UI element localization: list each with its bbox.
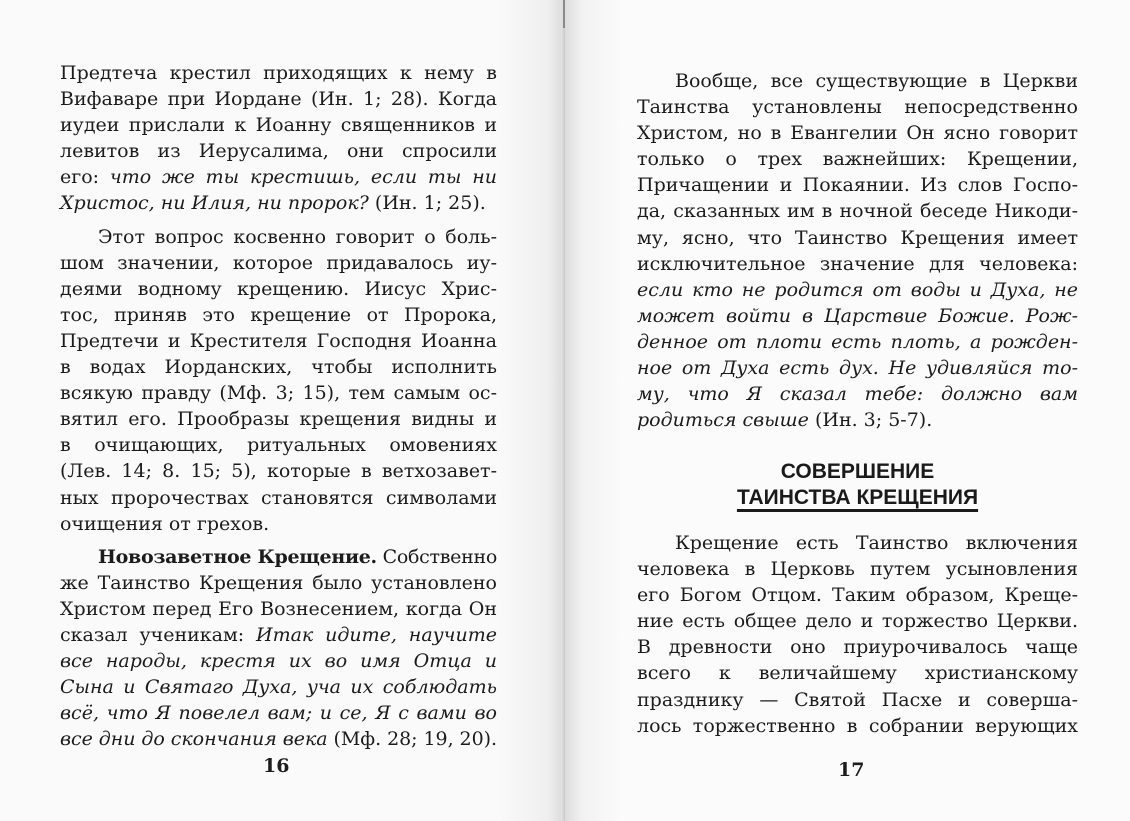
text-line: празднику — Святой Пасхе и соверша- [637,688,1078,711]
section-heading [637,459,1078,511]
text-line: Крещение есть Таинство включения [675,532,1078,554]
text-line: все народы, крестя их во имя Отца и [60,650,497,673]
right-page-text-after-heading [637,530,1078,739]
text-line: (Лев. 14; 8. 15; 5), которые в ветхозавет- [60,460,497,483]
text-line: всё, что Я повелел вам; и се, Я с вами во [60,702,497,725]
text-line: сказал ученикам: Итак идите, научите [60,623,497,646]
text-line: Сына и Святаго Духа, уча их соблюдать [60,676,497,699]
text-line: тос, приняв это крещение от Пророка, [60,303,497,326]
text-line: ное от Духа есть дух. Не удивляйся то- [637,357,1078,380]
text-line: лось торжественно в собрании верующих [637,714,1078,737]
text-line: только о трех важнейших: Крещении, [637,148,1078,171]
text-line: иудеи прислали к Иоанну священников и [60,114,497,137]
text-line: Причащении и Покаянии. Из слов Госпо- [637,174,1078,197]
text-line: исключительное значение для человека: [637,252,1078,275]
text-line: В древности оно приурочивалось чаще [637,636,1078,659]
text-line: всякую правду (Мф. 3; 15), тем самым ос- [60,382,497,405]
page-number: 16 [263,755,290,777]
page-number: 17 [838,759,865,781]
text-line: да, сказанных им в ночной беседе Никоди- [637,200,1078,223]
text-line: ние есть общее дело и торжество Церкви. [637,610,1078,633]
text-line: в очищающих, ритуальных омовениях [60,434,497,457]
text-line: му, ясно, что Таинство Крещения имеет [637,226,1078,249]
text-line: Предтеча крестил приходящих к нему в [60,62,497,84]
text-line: шом значении, которое придавалось иу- [60,251,497,274]
text-line: Вифаваре при Иордане (Ин. 1; 28). Когда [60,88,497,111]
text-line: все дни до скончания века (Мф. 28; 19, 20). [60,728,497,751]
text-line: в водах Иорданских, чтобы исполнить [60,356,497,379]
text-line: Таинства установлены непосредственно [637,96,1078,119]
text-line: если кто не родится от воды и Духа, не [637,278,1078,301]
text-line: родиться свыше (Ин. 3; 5-7). [637,409,933,432]
heading-line: ТАИНСТВА КРЕЩЕНИЯ [736,486,979,509]
text-line: его Богом Отцом. Таким образом, Креще- [637,584,1078,607]
text-line: человека в Церковь путем усыновления [637,558,1078,581]
text-line: Христом перед Его Вознесением, когда Он [60,597,497,620]
text-line: деями водному крещению. Иисус Хрис- [60,277,497,300]
text-line: денное от плоти есть плоть, а рожден- [637,330,1078,353]
text-line: может войти в Царствие Божие. Рож- [637,304,1078,327]
text-line: Предтечи и Крестителя Господня Иоанна [60,329,497,352]
text-line: Христом, но в Евангелии Он ясно говорит [637,122,1078,145]
right-page [565,0,1130,821]
right-page-text [637,68,1078,433]
text-line: вятил его. Прообразы крещения видны и [60,408,497,431]
text-line: левитов из Иерусалима, они спросили [60,140,497,163]
text-line: Этот вопрос косвенно говорит о боль- [98,225,497,248]
text-line: Вообще, все существующие в Церкви [675,70,1078,92]
text-line: ных пророчествах становятся символами [60,486,497,509]
heading-line: СОВЕРШЕНИЕ [780,460,935,483]
text-line: му, что Я сказал тебе: должно вам [637,383,1078,406]
text-line: его: что же ты крестишь, если ты ни [60,166,497,189]
text-line: очищения от грехов. [60,512,270,535]
text-line: Христос, ни Илия, ни пророк? (Ин. 1; 25). [60,192,486,215]
text-line: Новозаветное Крещение. Собственно [98,545,497,568]
text-line: же Таинство Крещения было установлено [60,571,497,594]
text-line: всего к величайшему христианскому [637,662,1078,685]
left-page-text [60,60,497,752]
